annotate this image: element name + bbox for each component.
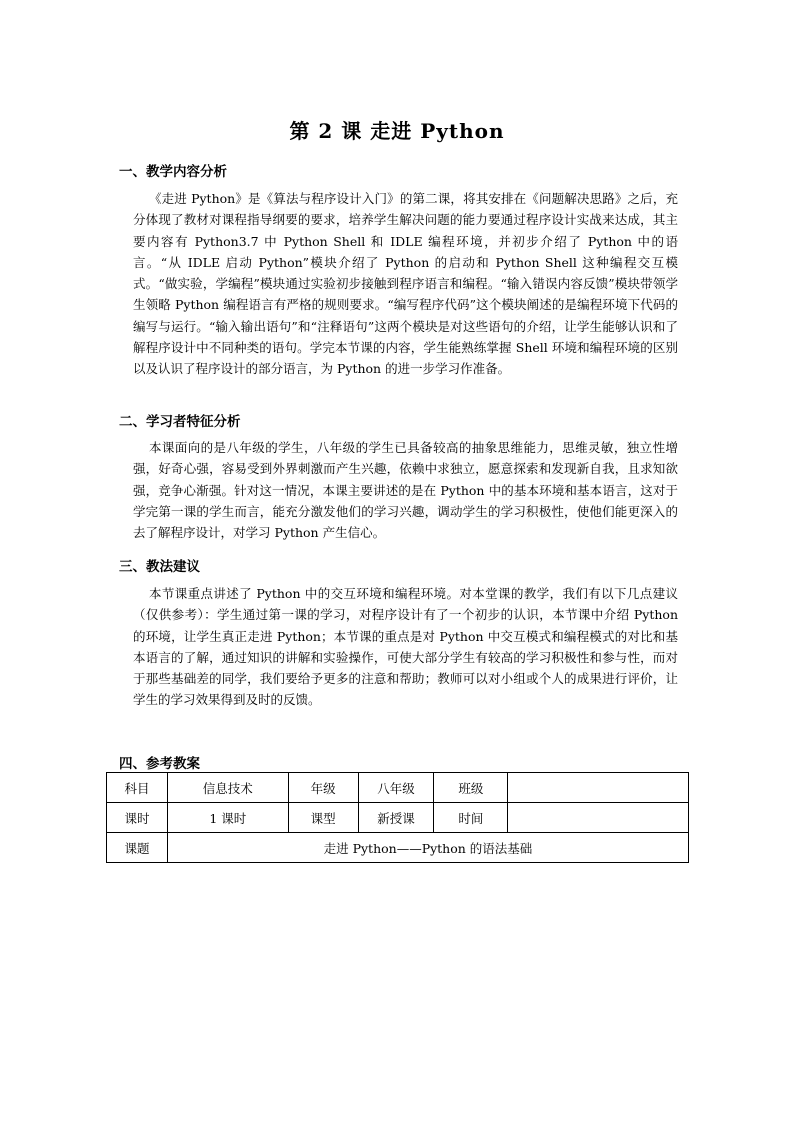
- section-heading-reference-plan: 四、参考教案: [119, 756, 200, 772]
- section-heading-learner-analysis: 二、学习者特征分析: [119, 414, 241, 430]
- table-row: [107, 833, 689, 863]
- section-heading-teaching-suggestions: 三、教法建议: [119, 559, 200, 575]
- section-text-content-analysis: 《走进 Python》是《算法与程序设计入门》的第二课，将其安排在《问题解决思路》之后，充分体现了教材对课程指导纲要的要求，培养学生解决问题的能力要通过程序设计实战来达成，其主要内容有 Python3.7 中 Python Shell 和 IDLE 编程环境，并初步介绍了 Python 中的语言。“从 IDLE 启动 Python”模块介绍了 Python 的启动和 Python Shell 这种编程交互模式。“做实验，学编程”模块通过实验初步接触到程序语言和编程。“输入错误内容反馈”模块带领学生领略 Python 编程语言有严格的规则要求。“编写程序代码”这个模块阐述的是编程环境下代码的编写与运行。“输入输出语句”和“注释语句”这两个模块是对这些语句的介绍，让学生能够认识和了解程序设计中不同种类的语句。学完本节课的内容，学生能熟练掌握 Shell 环境和编程环境的区别以及认识了程序设计的部分语言，为 Python 的进一步学习作准备。: [133, 191, 678, 377]
- table-row: [107, 773, 689, 803]
- table-cell: [508, 803, 689, 833]
- section-heading-content-analysis: 一、教学内容分析: [119, 164, 227, 180]
- table-cell: 课时: [107, 803, 168, 833]
- table-cell: 年级: [288, 773, 358, 803]
- table-cell-topic: 走进 Python——Python 的语法基础: [167, 833, 688, 863]
- table-cell: 八年级: [358, 773, 434, 803]
- table-cell: 课型: [288, 803, 358, 833]
- table-row: [107, 803, 689, 833]
- table-cell: 1 课时: [167, 803, 288, 833]
- table-cell: 信息技术: [167, 773, 288, 803]
- lesson-plan-table: [106, 772, 689, 863]
- table-cell: 科目: [107, 773, 168, 803]
- table-cell: [508, 773, 689, 803]
- section-text-teaching-suggestions: 本节课重点讲述了 Python 中的交互环境和编程环境。对本堂课的教学，我们有以下几点建议（仅供参考）：学生通过第一课的学习，对程序设计有了一个初步的认识，本节课中介绍 Python 的环境，让学生真正走进 Python；本节课的重点是对 Python 中交互模式和编程模式的对比和基本语言的了解，通过知识的讲解和实验操作，可使大部分学生有较高的学习积极性和参与性，而对于那些基础差的同学，我们要给予更多的注意和帮助；教师可以对小组或个人的成果进行评价，让学生的学习效果得到及时的反馈。: [133, 586, 678, 708]
- table-cell: 课题: [107, 833, 168, 863]
- section-text-learner-analysis: 本课面向的是八年级的学生，八年级的学生已具备较高的抽象思维能力，思维灵敏，独立性增强，好奇心强，容易受到外界刺激而产生兴趣，依赖中求独立，愿意探索和发现新自我，且求知欲强，竞争心渐强。针对这一情况，本课主要讲述的是在 Python 中的基本环境和基本语言，这对于学完第一课的学生而言，能充分激发他们的学习兴趣，调动学生的学习积极性，使他们能更深入的去了解程序设计，对学习 Python 产生信心。: [133, 440, 678, 541]
- table-cell: 班级: [434, 773, 508, 803]
- page-title: 第 2 课 走进 Python: [289, 119, 505, 143]
- table-cell: 时间: [434, 803, 508, 833]
- table-cell: 新授课: [358, 803, 434, 833]
